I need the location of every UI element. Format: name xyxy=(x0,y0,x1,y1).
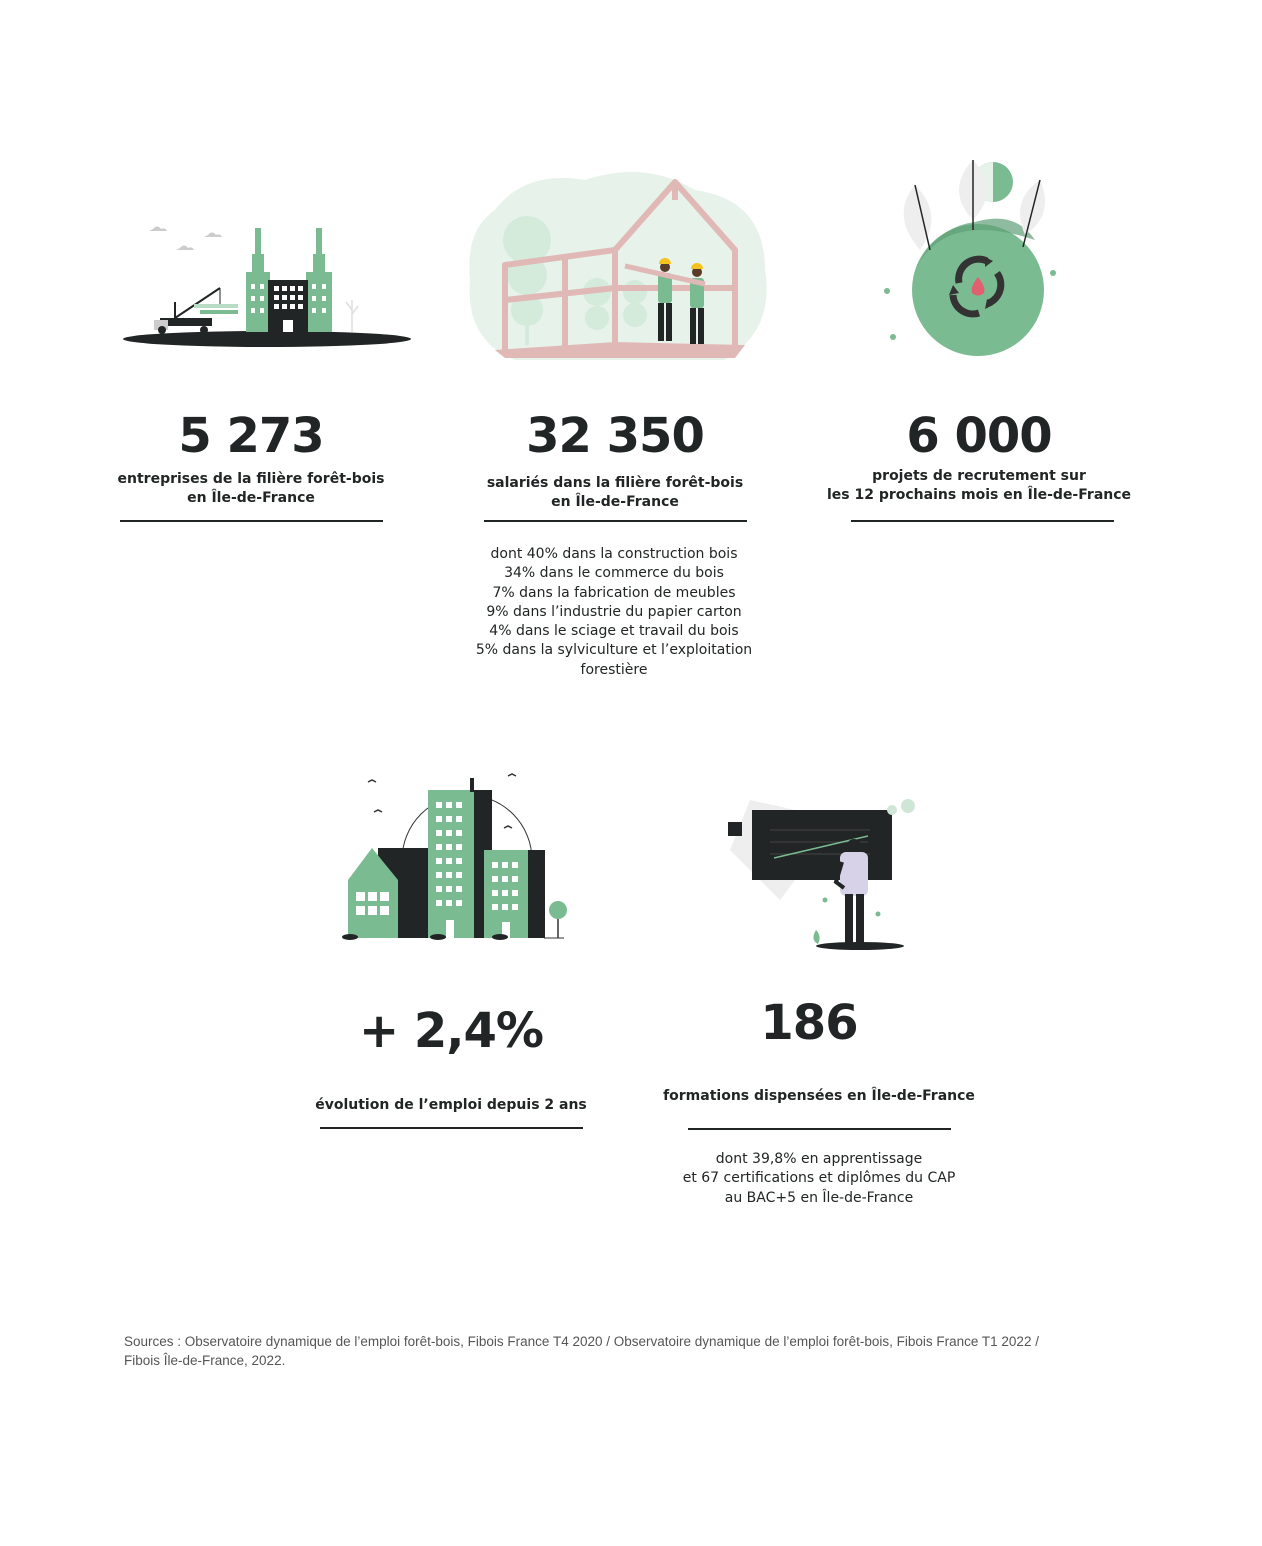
salaries-breakdown xyxy=(454,545,774,680)
label-line: projets de recrutement sur xyxy=(872,468,1086,484)
label-line: formations dispensées en Île-de-France xyxy=(663,1088,975,1104)
divider xyxy=(688,1128,951,1130)
label-line: entreprises de la filière forêt-bois xyxy=(117,471,385,487)
divider xyxy=(120,520,383,522)
stat-label-recrutement xyxy=(824,467,1134,505)
label-line: en Île-de-France xyxy=(551,494,679,510)
detail-line: et 67 certifications et diplômes du CAP xyxy=(682,1170,956,1187)
stat-label-evolution xyxy=(300,1096,602,1115)
detail-line: au BAC+5 en Île-de-France xyxy=(724,1189,914,1206)
detail-line: 9% dans l’industrie du papier carton xyxy=(486,603,742,620)
detail-line: 4% dans le sciage et travail du bois xyxy=(489,623,739,640)
teacher-board-icon xyxy=(720,790,925,955)
detail-line: 7% dans la fabrication de meubles xyxy=(492,584,736,601)
detail-line: 34% dans le commerce du bois xyxy=(504,565,724,582)
stat-value-entreprises: 5 273 xyxy=(178,408,324,464)
stat-label-formations xyxy=(658,1087,980,1106)
sources-line: Fibois Île-de-France, 2022. xyxy=(124,1353,286,1368)
sources-line: Sources : Observatoire dynamique de l’emploi forêt-bois, Fibois France T4 2020 / Observatoire dynamique de l’emploi forêt-bois, Fibois France T1 2022 / xyxy=(124,1334,1039,1349)
divider xyxy=(320,1127,583,1129)
sources-note xyxy=(124,1332,1124,1370)
stat-value-recrutement: 6 000 xyxy=(906,408,1052,464)
detail-line: dont 40% dans la construction bois xyxy=(490,546,738,562)
recycling-planet-icon xyxy=(875,155,1065,365)
label-line: évolution de l’emploi depuis 2 ans xyxy=(315,1097,587,1113)
label-line: les 12 prochains mois en Île-de-France xyxy=(826,487,1132,503)
label-line: salariés dans la filière forêt-bois xyxy=(486,475,744,491)
factory-icon xyxy=(120,222,415,352)
city-buildings-icon xyxy=(340,770,575,942)
detail-line: 5% dans la sylviculture et l’exploitation xyxy=(475,642,753,659)
divider xyxy=(851,520,1114,522)
stat-label-salaries xyxy=(474,474,756,512)
divider xyxy=(484,520,747,522)
house-frame-icon xyxy=(465,170,777,365)
stat-value-evolution: + 2,4% xyxy=(358,1003,544,1059)
stat-value-salaries: 32 350 xyxy=(526,408,704,464)
detail-line: forestière xyxy=(580,661,648,678)
formations-breakdown xyxy=(659,1150,979,1208)
label-line: en Île-de-France xyxy=(187,490,315,506)
stat-value-formations: 186 xyxy=(760,995,858,1051)
detail-line: dont 39,8% en apprentissage xyxy=(715,1151,923,1167)
stat-label-entreprises xyxy=(110,470,392,508)
